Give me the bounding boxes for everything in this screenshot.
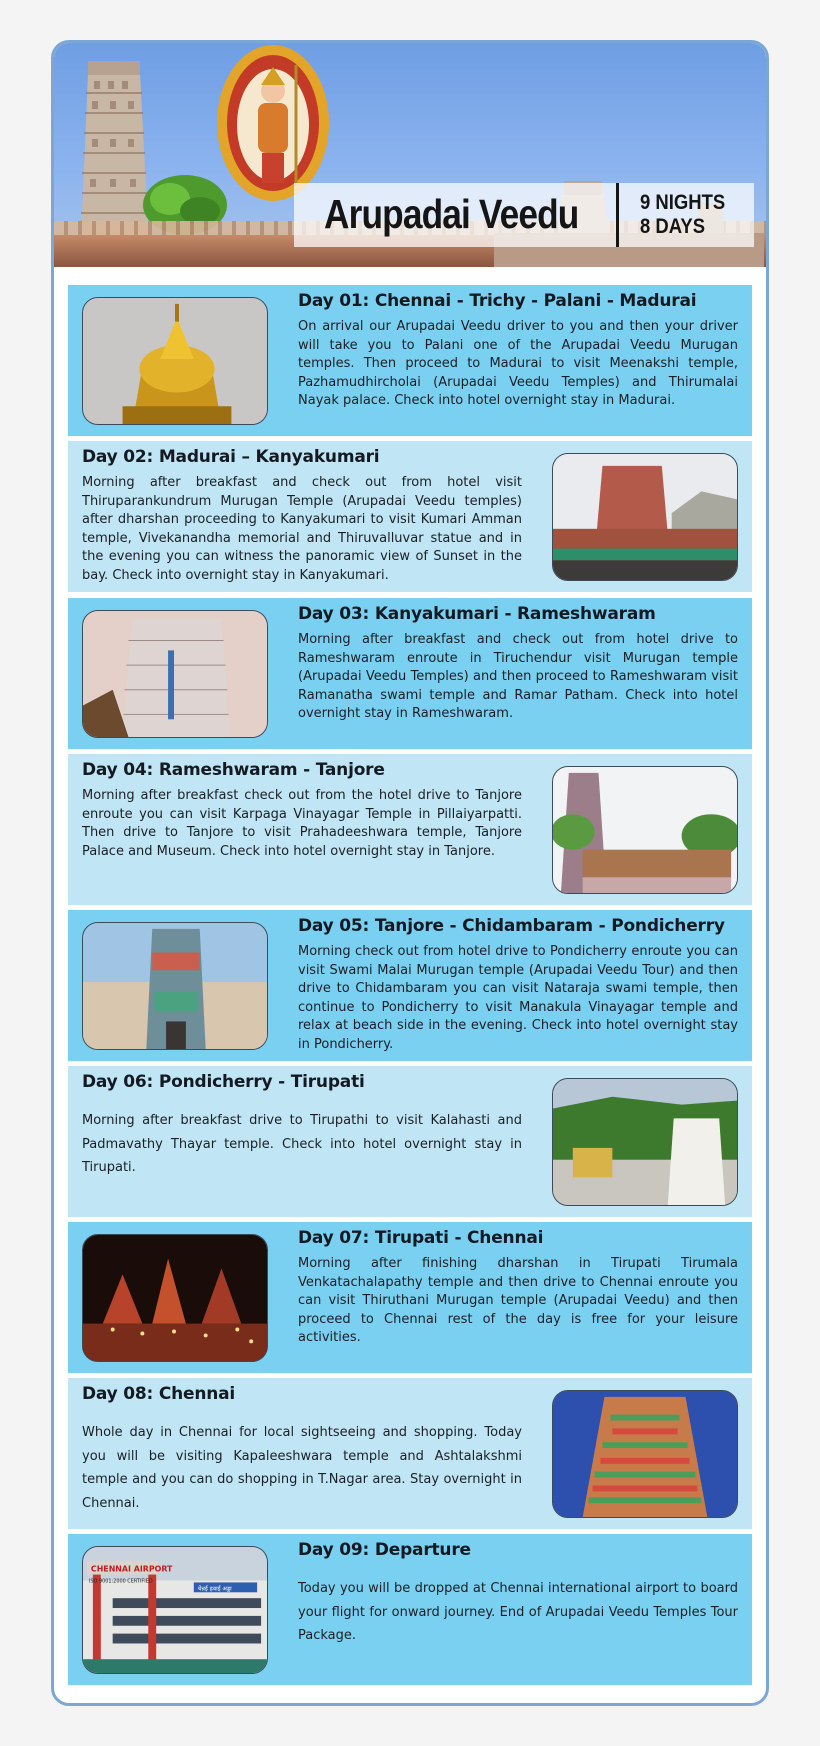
day-06-photo	[552, 1078, 738, 1206]
airport-sign-sub: ISO 9001:2000 CERTIFIED	[88, 1578, 153, 1585]
day-row-01	[68, 285, 752, 436]
day-07-photo	[82, 1234, 268, 1362]
day-09-title: Day 09: Departure	[298, 1540, 471, 1560]
day-09-photo	[82, 1546, 268, 1674]
day-06-title: Day 06: Pondicherry - Tirupati	[82, 1072, 365, 1092]
airport-sign-text: CHENNAI AIRPORT	[90, 1564, 173, 1574]
airport-sign-hindi: चेन्नई हवाई अड्डा	[197, 1586, 232, 1593]
deity-image	[214, 45, 332, 205]
day-02-photo	[552, 453, 738, 581]
day-row-09	[68, 1534, 752, 1685]
day-02-text: Morning after breakfast and check out from hotel visit Thiruparankundrum Murugan Temple (Arupadai Veedu temples) after dharshan proceeding to Kanyakumari to visit Kumari Amman temple, Vivekanandha memorial and Thiruvalluvar statue and in the evening you can witness the panoramic view of Sunset in the bay. Check into overnight stay in Kanyakumari.	[82, 475, 522, 583]
day-08-title: Day 08: Chennai	[82, 1384, 236, 1404]
banner	[54, 43, 766, 267]
days-label: 8 DAYS	[640, 215, 706, 238]
day-07-text: Morning after finishing dharshan in Tirupati Tirumala Venkatachalapathy temple and then drive to Chennai enroute you can visit Thiruthani Murugan temple (Arupadai Veedu) and then proceed to Chennai rest of the day is free for your leisure activities.	[298, 1256, 738, 1346]
day-07-title: Day 07: Tirupati - Chennai	[298, 1228, 544, 1248]
day-01-text: On arrival our Arupadai Veedu driver to you and then your driver will take you to Palani one of the Arupadai Veedu Murugan temples. Then proceed to Madurai to visit Meenakshi temple, Pazhamudhircholai (Arupadai Veedu Temples) and Thirumalai Nayak palace. Check into hotel overnight stay in Madurai.	[298, 319, 738, 409]
day-05-photo	[82, 922, 268, 1050]
day-row-03	[68, 598, 752, 749]
day-01-title: Day 01: Chennai - Trichy - Palani - Madurai	[298, 291, 697, 311]
day-row-02	[68, 441, 752, 592]
day-row-06	[68, 1066, 752, 1217]
title-divider	[616, 183, 619, 247]
day-08-text: Whole day in Chennai for local sightseeing and shopping. Today you will be visiting Kapaleeshwara temple and Ashtalakshmi temple and you can do shopping in T.Nagar area. Stay overnight in Chennai.	[82, 1425, 522, 1511]
itinerary-card	[51, 40, 769, 1706]
day-06-text: Morning after breakfast drive to Tirupathi to visit Kalahasti and Padmavathy Thayar temple. Check into hotel overnight stay in Tirupati.	[82, 1113, 522, 1175]
tour-title: Arupadai Veedu	[324, 191, 579, 237]
day-row-05	[68, 910, 752, 1061]
day-05-title: Day 05: Tanjore - Chidambaram - Pondicherry	[298, 916, 725, 936]
day-01-photo	[82, 297, 268, 425]
nights-label: 9 NIGHTS	[640, 191, 726, 214]
day-09-text: Today you will be dropped at Chennai international airport to board your flight for onward journey. End of Arupadai Veedu Temples Tour Package.	[298, 1581, 738, 1643]
day-04-title: Day 04: Rameshwaram - Tanjore	[82, 760, 385, 780]
day-row-04	[68, 754, 752, 905]
day-row-08	[68, 1378, 752, 1529]
day-04-text: Morning after breakfast check out from the hotel drive to Tanjore enroute you can visit Karpaga Vinayagar Temple in Pillaiyarpatti. Then drive to Tanjore to visit Prahadeeshwara temple, Tanjore Palace and Museum. Check into hotel overnight stay in Tanjore.	[82, 788, 522, 859]
day-05-text: Morning check out from hotel drive to Pondicherry enroute you can visit Swami Malai Murugan temple (Arupadai Veedu Tour) and then drive to Chidambaram you can visit Nataraja swami temple, then continue to Pondicherry to visit Manakula Vinayagar temple and relax at beach side in the evening. Check into hotel overnight stay in Pondicherry.	[298, 944, 738, 1052]
day-row-07	[68, 1222, 752, 1373]
day-03-photo	[82, 610, 268, 738]
day-03-text: Morning after breakfast and check out from hotel drive to Rameshwaram enroute in Tiruchendur visit Murugan temple (Arupadai Veedu Temples) and then proceed to Rameshwaram visit Ramanatha swami temple and Ramar Patham. Check into hotel overnight stay in Rameshwaram.	[298, 632, 738, 722]
day-08-photo	[552, 1390, 738, 1518]
day-02-title: Day 02: Madurai – Kanyakumari	[82, 447, 380, 467]
day-04-photo	[552, 766, 738, 894]
day-03-title: Day 03: Kanyakumari - Rameshwaram	[298, 604, 656, 624]
